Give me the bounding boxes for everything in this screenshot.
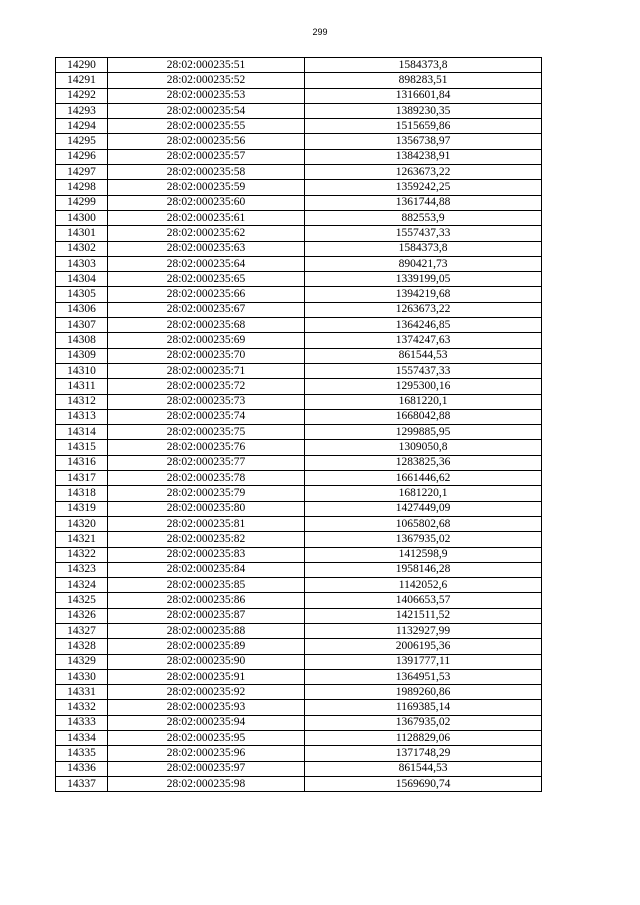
row-number-cell: 14324	[56, 578, 108, 593]
cadastral-number-cell: 28:02:000235:94	[108, 715, 305, 730]
table-row	[56, 761, 542, 776]
cadastral-number-cell: 28:02:000235:58	[108, 165, 305, 180]
row-number-cell: 14319	[56, 501, 108, 516]
table-row	[56, 302, 542, 317]
cadastral-number-cell: 28:02:000235:81	[108, 516, 305, 531]
cadastral-number-cell: 28:02:000235:63	[108, 241, 305, 256]
table-row	[56, 532, 542, 547]
table-row	[56, 348, 542, 363]
table-row	[56, 685, 542, 700]
table-row	[56, 562, 542, 577]
cadastral-value-cell: 1065802,68	[305, 516, 542, 531]
row-number-cell: 14297	[56, 165, 108, 180]
cadastral-number-cell: 28:02:000235:73	[108, 394, 305, 409]
cadastral-number-cell: 28:02:000235:70	[108, 348, 305, 363]
cadastral-value-cell: 1132927,99	[305, 623, 542, 638]
table-row	[56, 119, 542, 134]
row-number-cell: 14320	[56, 516, 108, 531]
cadastral-number-cell: 28:02:000235:65	[108, 272, 305, 287]
row-number-cell: 14305	[56, 287, 108, 302]
table-row	[56, 654, 542, 669]
cadastral-value-cell: 1364951,53	[305, 669, 542, 684]
cadastral-value-cell: 1569690,74	[305, 776, 542, 791]
row-number-cell: 14291	[56, 73, 108, 88]
cadastral-value-cell: 1412598,9	[305, 547, 542, 562]
cadastral-value-table	[55, 57, 542, 792]
cadastral-number-cell: 28:02:000235:57	[108, 149, 305, 164]
cadastral-value-cell: 1421511,52	[305, 608, 542, 623]
row-number-cell: 14325	[56, 593, 108, 608]
cadastral-value-cell: 1989260,86	[305, 685, 542, 700]
cadastral-number-cell: 28:02:000235:96	[108, 746, 305, 761]
row-number-cell: 14309	[56, 348, 108, 363]
cadastral-value-cell: 1406653,57	[305, 593, 542, 608]
cadastral-number-cell: 28:02:000235:64	[108, 256, 305, 271]
table-row	[56, 88, 542, 103]
cadastral-number-cell: 28:02:000235:80	[108, 501, 305, 516]
row-number-cell: 14318	[56, 486, 108, 501]
table-row	[56, 379, 542, 394]
row-number-cell: 14312	[56, 394, 108, 409]
cadastral-value-cell: 1374247,63	[305, 333, 542, 348]
cadastral-value-cell: 2006195,36	[305, 639, 542, 654]
cadastral-value-cell: 1681220,1	[305, 394, 542, 409]
row-number-cell: 14313	[56, 409, 108, 424]
row-number-cell: 14304	[56, 272, 108, 287]
table-row	[56, 180, 542, 195]
table-row	[56, 547, 542, 562]
cadastral-number-cell: 28:02:000235:51	[108, 58, 305, 73]
cadastral-value-cell: 1515659,86	[305, 119, 542, 134]
cadastral-number-cell: 28:02:000235:59	[108, 180, 305, 195]
cadastral-value-cell: 1263673,22	[305, 302, 542, 317]
row-number-cell: 14302	[56, 241, 108, 256]
row-number-cell: 14314	[56, 425, 108, 440]
row-number-cell: 14300	[56, 210, 108, 225]
row-number-cell: 14329	[56, 654, 108, 669]
table-row	[56, 210, 542, 225]
cadastral-number-cell: 28:02:000235:93	[108, 700, 305, 715]
cadastral-number-cell: 28:02:000235:83	[108, 547, 305, 562]
table-row	[56, 226, 542, 241]
cadastral-value-cell: 1128829,06	[305, 731, 542, 746]
cadastral-value-cell: 1367935,02	[305, 715, 542, 730]
cadastral-value-cell: 1557437,33	[305, 226, 542, 241]
table-row	[56, 623, 542, 638]
cadastral-value-cell: 861544,53	[305, 348, 542, 363]
row-number-cell: 14330	[56, 669, 108, 684]
cadastral-value-cell: 1309050,8	[305, 440, 542, 455]
row-number-cell: 14295	[56, 134, 108, 149]
cadastral-number-cell: 28:02:000235:88	[108, 623, 305, 638]
cadastral-number-cell: 28:02:000235:92	[108, 685, 305, 700]
cadastral-value-cell: 1584373,8	[305, 241, 542, 256]
row-number-cell: 14294	[56, 119, 108, 134]
row-number-cell: 14331	[56, 685, 108, 700]
cadastral-value-cell: 1367935,02	[305, 532, 542, 547]
table-row	[56, 501, 542, 516]
table-row	[56, 776, 542, 791]
row-number-cell: 14337	[56, 776, 108, 791]
cadastral-value-cell: 1339199,05	[305, 272, 542, 287]
cadastral-value-cell: 1958146,28	[305, 562, 542, 577]
table-row	[56, 58, 542, 73]
row-number-cell: 14335	[56, 746, 108, 761]
row-number-cell: 14292	[56, 88, 108, 103]
row-number-cell: 14326	[56, 608, 108, 623]
cadastral-number-cell: 28:02:000235:87	[108, 608, 305, 623]
cadastral-value-cell: 1668042,88	[305, 409, 542, 424]
table-row	[56, 516, 542, 531]
row-number-cell: 14303	[56, 256, 108, 271]
row-number-cell: 14315	[56, 440, 108, 455]
cadastral-value-cell: 1391777,11	[305, 654, 542, 669]
table-row	[56, 608, 542, 623]
table-row	[56, 639, 542, 654]
cadastral-number-cell: 28:02:000235:71	[108, 363, 305, 378]
row-number-cell: 14296	[56, 149, 108, 164]
table-row	[56, 149, 542, 164]
table-row	[56, 669, 542, 684]
cadastral-number-cell: 28:02:000235:97	[108, 761, 305, 776]
cadastral-value-cell: 1359242,25	[305, 180, 542, 195]
row-number-cell: 14308	[56, 333, 108, 348]
table-row	[56, 440, 542, 455]
cadastral-value-cell: 1681220,1	[305, 486, 542, 501]
cadastral-value-cell: 1384238,91	[305, 149, 542, 164]
table-row	[56, 471, 542, 486]
table-row	[56, 593, 542, 608]
page-number: 299	[312, 27, 328, 37]
cadastral-number-cell: 28:02:000235:66	[108, 287, 305, 302]
cadastral-number-cell: 28:02:000235:60	[108, 195, 305, 210]
cadastral-number-cell: 28:02:000235:74	[108, 409, 305, 424]
cadastral-value-cell: 1364246,85	[305, 318, 542, 333]
table-row	[56, 73, 542, 88]
cadastral-number-cell: 28:02:000235:62	[108, 226, 305, 241]
cadastral-number-cell: 28:02:000235:77	[108, 455, 305, 470]
cadastral-value-cell: 1427449,09	[305, 501, 542, 516]
row-number-cell: 14323	[56, 562, 108, 577]
cadastral-number-cell: 28:02:000235:91	[108, 669, 305, 684]
cadastral-number-cell: 28:02:000235:85	[108, 578, 305, 593]
table-row	[56, 455, 542, 470]
table-row	[56, 134, 542, 149]
table-row	[56, 165, 542, 180]
row-number-cell: 14321	[56, 532, 108, 547]
row-number-cell: 14334	[56, 731, 108, 746]
table-row	[56, 715, 542, 730]
table-row	[56, 700, 542, 715]
table-row	[56, 256, 542, 271]
cadastral-number-cell: 28:02:000235:79	[108, 486, 305, 501]
cadastral-value-cell: 1356738,97	[305, 134, 542, 149]
cadastral-number-cell: 28:02:000235:89	[108, 639, 305, 654]
row-number-cell: 14322	[56, 547, 108, 562]
cadastral-value-cell: 1169385,14	[305, 700, 542, 715]
table-row	[56, 578, 542, 593]
row-number-cell: 14306	[56, 302, 108, 317]
cadastral-number-cell: 28:02:000235:86	[108, 593, 305, 608]
cadastral-number-cell: 28:02:000235:78	[108, 471, 305, 486]
row-number-cell: 14332	[56, 700, 108, 715]
cadastral-number-cell: 28:02:000235:56	[108, 134, 305, 149]
cadastral-value-cell: 1299885,95	[305, 425, 542, 440]
row-number-cell: 14307	[56, 318, 108, 333]
cadastral-value-cell: 1263673,22	[305, 165, 542, 180]
cadastral-number-cell: 28:02:000235:61	[108, 210, 305, 225]
cadastral-value-cell: 1557437,33	[305, 363, 542, 378]
cadastral-number-cell: 28:02:000235:98	[108, 776, 305, 791]
cadastral-number-cell: 28:02:000235:82	[108, 532, 305, 547]
cadastral-number-cell: 28:02:000235:76	[108, 440, 305, 455]
cadastral-value-cell: 1661446,62	[305, 471, 542, 486]
row-number-cell: 14317	[56, 471, 108, 486]
cadastral-number-cell: 28:02:000235:90	[108, 654, 305, 669]
cadastral-number-cell: 28:02:000235:68	[108, 318, 305, 333]
row-number-cell: 14301	[56, 226, 108, 241]
row-number-cell: 14310	[56, 363, 108, 378]
cadastral-value-cell: 861544,53	[305, 761, 542, 776]
table-row	[56, 241, 542, 256]
cadastral-number-cell: 28:02:000235:53	[108, 88, 305, 103]
table-row	[56, 731, 542, 746]
cadastral-value-cell: 1142052,6	[305, 578, 542, 593]
row-number-cell: 14333	[56, 715, 108, 730]
cadastral-number-cell: 28:02:000235:72	[108, 379, 305, 394]
table-body	[56, 58, 542, 792]
table-row	[56, 103, 542, 118]
table-row	[56, 318, 542, 333]
cadastral-value-cell: 890421,73	[305, 256, 542, 271]
table-row	[56, 287, 542, 302]
cadastral-value-cell: 882553,9	[305, 210, 542, 225]
table-row	[56, 195, 542, 210]
cadastral-value-cell: 898283,51	[305, 73, 542, 88]
cadastral-number-cell: 28:02:000235:54	[108, 103, 305, 118]
cadastral-value-cell: 1584373,8	[305, 58, 542, 73]
table-row	[56, 486, 542, 501]
row-number-cell: 14336	[56, 761, 108, 776]
row-number-cell: 14328	[56, 639, 108, 654]
cadastral-value-cell: 1389230,35	[305, 103, 542, 118]
cadastral-number-cell: 28:02:000235:67	[108, 302, 305, 317]
table-row	[56, 746, 542, 761]
cadastral-value-cell: 1283825,36	[305, 455, 542, 470]
cadastral-value-cell: 1371748,29	[305, 746, 542, 761]
table-row	[56, 363, 542, 378]
cadastral-number-cell: 28:02:000235:95	[108, 731, 305, 746]
cadastral-number-cell: 28:02:000235:75	[108, 425, 305, 440]
row-number-cell: 14311	[56, 379, 108, 394]
cadastral-value-cell: 1295300,16	[305, 379, 542, 394]
row-number-cell: 14298	[56, 180, 108, 195]
table-row	[56, 425, 542, 440]
table-row	[56, 333, 542, 348]
cadastral-value-cell: 1316601,84	[305, 88, 542, 103]
cadastral-number-cell: 28:02:000235:55	[108, 119, 305, 134]
table-row	[56, 394, 542, 409]
table-row	[56, 272, 542, 287]
cadastral-number-cell: 28:02:000235:84	[108, 562, 305, 577]
row-number-cell: 14327	[56, 623, 108, 638]
cadastral-number-cell: 28:02:000235:52	[108, 73, 305, 88]
cadastral-value-cell: 1361744,88	[305, 195, 542, 210]
cadastral-number-cell: 28:02:000235:69	[108, 333, 305, 348]
row-number-cell: 14299	[56, 195, 108, 210]
row-number-cell: 14293	[56, 103, 108, 118]
row-number-cell: 14290	[56, 58, 108, 73]
row-number-cell: 14316	[56, 455, 108, 470]
cadastral-value-cell: 1394219,68	[305, 287, 542, 302]
table-row	[56, 409, 542, 424]
